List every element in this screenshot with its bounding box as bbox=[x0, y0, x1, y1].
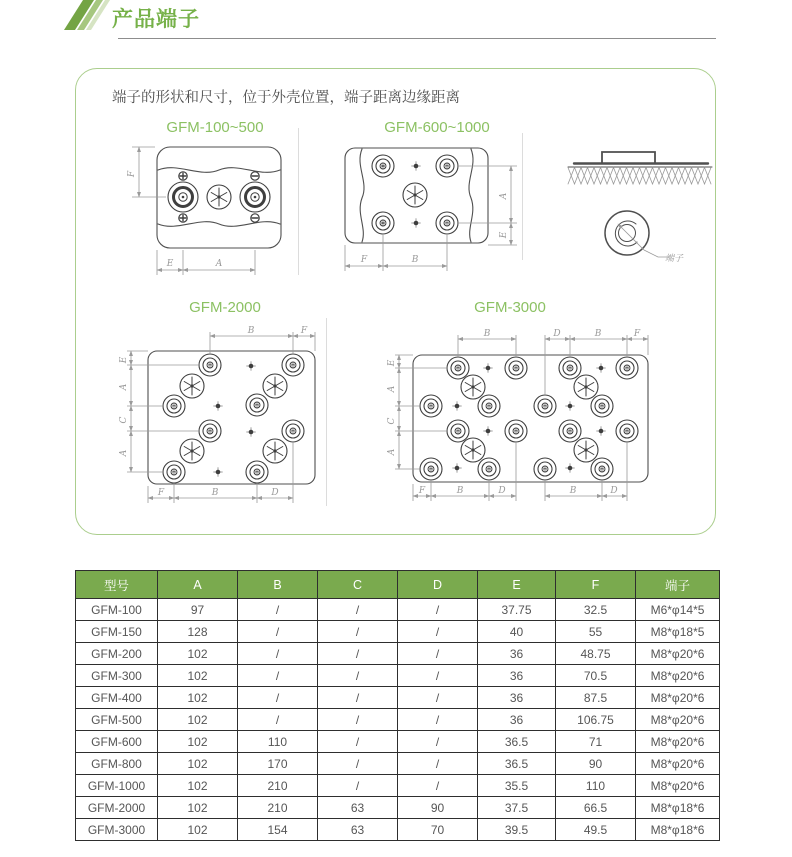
gfm-3000-diagram bbox=[387, 315, 660, 510]
value-cell: 35.5 bbox=[478, 775, 556, 797]
table-row bbox=[76, 665, 720, 687]
terminal-callout-label: 端子 bbox=[664, 254, 684, 264]
value-cell: 36 bbox=[478, 709, 556, 731]
dim-label: B bbox=[483, 329, 491, 339]
dim-label: B bbox=[569, 486, 577, 496]
value-cell: / bbox=[398, 709, 478, 731]
value-cell: 102 bbox=[158, 819, 238, 841]
column-header: 端子 bbox=[636, 571, 720, 599]
value-cell: / bbox=[318, 687, 398, 709]
value-cell: 49.5 bbox=[556, 819, 636, 841]
value-cell: 210 bbox=[238, 775, 318, 797]
column-header: B bbox=[238, 571, 318, 599]
value-cell: / bbox=[398, 687, 478, 709]
value-cell: 36 bbox=[478, 687, 556, 709]
table-row bbox=[76, 797, 720, 819]
value-cell: 37.5 bbox=[478, 797, 556, 819]
value-cell: 97 bbox=[158, 599, 238, 621]
value-cell: 110 bbox=[556, 775, 636, 797]
value-cell: 102 bbox=[158, 753, 238, 775]
spec-table-body bbox=[76, 599, 720, 841]
dim-label: A bbox=[499, 192, 509, 200]
value-cell: / bbox=[318, 665, 398, 687]
value-cell: M8*φ20*6 bbox=[636, 753, 720, 775]
value-cell: / bbox=[318, 621, 398, 643]
value-cell: / bbox=[398, 731, 478, 753]
model-cell: GFM-200 bbox=[76, 643, 158, 665]
gfm-600-1000-diagram bbox=[335, 138, 550, 290]
column-header: 型号 bbox=[76, 571, 158, 599]
value-cell: / bbox=[238, 599, 318, 621]
value-cell: 70 bbox=[398, 819, 478, 841]
model-cell: GFM-100 bbox=[76, 599, 158, 621]
value-cell: 90 bbox=[398, 797, 478, 819]
value-cell: 106.75 bbox=[556, 709, 636, 731]
column-header: F bbox=[556, 571, 636, 599]
value-cell: / bbox=[318, 709, 398, 731]
column-header: E bbox=[478, 571, 556, 599]
value-cell: 55 bbox=[556, 621, 636, 643]
value-cell: M8*φ18*6 bbox=[636, 797, 720, 819]
gfm-2000-diagram bbox=[100, 315, 345, 510]
dim-label: F bbox=[418, 486, 426, 496]
dim-label: E bbox=[119, 356, 129, 364]
dim-label: E bbox=[387, 359, 397, 367]
value-cell: 63 bbox=[318, 797, 398, 819]
value-cell: 102 bbox=[158, 643, 238, 665]
diagram-label-gfm-100-500: GFM-100~500 bbox=[166, 119, 264, 136]
dim-label: A bbox=[387, 385, 397, 393]
model-cell: GFM-800 bbox=[76, 753, 158, 775]
value-cell: 36.5 bbox=[478, 731, 556, 753]
value-cell: / bbox=[318, 643, 398, 665]
value-cell: 102 bbox=[158, 687, 238, 709]
table-row bbox=[76, 753, 720, 775]
diagram-label-gfm-2000: GFM-2000 bbox=[189, 299, 261, 316]
model-cell: GFM-300 bbox=[76, 665, 158, 687]
column-header: A bbox=[158, 571, 238, 599]
panel-intro-text: 端子的形状和尺寸，位于外壳位置，端子距离边缘距离 bbox=[112, 90, 460, 106]
dim-label: F bbox=[157, 488, 165, 498]
dim-label: F bbox=[360, 255, 368, 265]
dim-label: B bbox=[594, 329, 602, 339]
column-header: C bbox=[318, 571, 398, 599]
value-cell: / bbox=[398, 621, 478, 643]
table-row bbox=[76, 643, 720, 665]
table-row bbox=[76, 687, 720, 709]
value-cell: 70.5 bbox=[556, 665, 636, 687]
value-cell: 210 bbox=[238, 797, 318, 819]
dim-label: A bbox=[119, 383, 129, 391]
diagram-label-gfm-3000: GFM-3000 bbox=[474, 299, 546, 316]
dim-label: D bbox=[553, 329, 561, 339]
value-cell: 32.5 bbox=[556, 599, 636, 621]
logo-stripes-icon bbox=[64, 0, 110, 30]
dim-label: C bbox=[119, 416, 129, 424]
value-cell: 90 bbox=[556, 753, 636, 775]
dim-label: B bbox=[456, 486, 464, 496]
column-header: D bbox=[398, 571, 478, 599]
value-cell: 110 bbox=[238, 731, 318, 753]
value-cell: M8*φ20*6 bbox=[636, 709, 720, 731]
value-cell: 66.5 bbox=[556, 797, 636, 819]
dim-label: F bbox=[300, 326, 308, 336]
model-cell: GFM-150 bbox=[76, 621, 158, 643]
value-cell: M8*φ20*6 bbox=[636, 775, 720, 797]
value-cell: 36.5 bbox=[478, 753, 556, 775]
model-cell: GFM-2000 bbox=[76, 797, 158, 819]
title-underline bbox=[118, 38, 716, 39]
value-cell: 128 bbox=[158, 621, 238, 643]
value-cell: / bbox=[238, 621, 318, 643]
value-cell: / bbox=[318, 775, 398, 797]
dim-label: F bbox=[633, 329, 641, 339]
table-row bbox=[76, 775, 720, 797]
value-cell: M8*φ18*6 bbox=[636, 819, 720, 841]
dim-label: E bbox=[499, 231, 509, 239]
value-cell: M8*φ20*6 bbox=[636, 731, 720, 753]
table-row bbox=[76, 731, 720, 753]
value-cell: / bbox=[238, 665, 318, 687]
value-cell: 63 bbox=[318, 819, 398, 841]
table-row bbox=[76, 819, 720, 841]
value-cell: 36 bbox=[478, 643, 556, 665]
value-cell: M8*φ18*5 bbox=[636, 621, 720, 643]
value-cell: M8*φ20*6 bbox=[636, 665, 720, 687]
value-cell: / bbox=[238, 687, 318, 709]
model-cell: GFM-500 bbox=[76, 709, 158, 731]
spec-table bbox=[75, 570, 720, 841]
value-cell: / bbox=[238, 643, 318, 665]
spec-table-header-row bbox=[76, 571, 720, 599]
value-cell: 37.75 bbox=[478, 599, 556, 621]
value-cell: / bbox=[318, 599, 398, 621]
value-cell: 154 bbox=[238, 819, 318, 841]
value-cell: / bbox=[238, 709, 318, 731]
table-row bbox=[76, 621, 720, 643]
page-title: 产品端子 bbox=[112, 8, 200, 31]
dim-label: B bbox=[247, 326, 255, 336]
dim-label: F bbox=[127, 170, 137, 178]
model-cell: GFM-400 bbox=[76, 687, 158, 709]
value-cell: / bbox=[398, 643, 478, 665]
value-cell: / bbox=[398, 599, 478, 621]
value-cell: / bbox=[398, 753, 478, 775]
value-cell: 48.75 bbox=[556, 643, 636, 665]
value-cell: 102 bbox=[158, 665, 238, 687]
gfm-100-500-diagram bbox=[112, 138, 324, 288]
value-cell: 36 bbox=[478, 665, 556, 687]
dim-label: B bbox=[411, 255, 419, 265]
value-cell: 40 bbox=[478, 621, 556, 643]
value-cell: 102 bbox=[158, 731, 238, 753]
value-cell: 102 bbox=[158, 797, 238, 819]
model-cell: GFM-3000 bbox=[76, 819, 158, 841]
dim-label: D bbox=[271, 488, 279, 498]
dim-label: A bbox=[387, 448, 397, 456]
dim-label: A bbox=[215, 259, 223, 269]
dim-label: C bbox=[387, 417, 397, 425]
model-cell: GFM-600 bbox=[76, 731, 158, 753]
value-cell: 87.5 bbox=[556, 687, 636, 709]
value-cell: 102 bbox=[158, 775, 238, 797]
value-cell: / bbox=[398, 665, 478, 687]
dim-label: D bbox=[498, 486, 506, 496]
value-cell: / bbox=[318, 731, 398, 753]
value-cell: 102 bbox=[158, 709, 238, 731]
value-cell: 39.5 bbox=[478, 819, 556, 841]
model-cell: GFM-1000 bbox=[76, 775, 158, 797]
value-cell: / bbox=[318, 753, 398, 775]
table-row bbox=[76, 599, 720, 621]
terminal-side-view-diagram bbox=[560, 140, 720, 268]
value-cell: / bbox=[398, 775, 478, 797]
dim-label: B bbox=[211, 488, 219, 498]
diagram-label-gfm-600-1000: GFM-600~1000 bbox=[384, 119, 490, 136]
table-row bbox=[76, 709, 720, 731]
value-cell: M8*φ20*6 bbox=[636, 687, 720, 709]
dim-label: D bbox=[610, 486, 618, 496]
dim-label: E bbox=[166, 259, 174, 269]
value-cell: 71 bbox=[556, 731, 636, 753]
value-cell: M6*φ14*5 bbox=[636, 599, 720, 621]
value-cell: 170 bbox=[238, 753, 318, 775]
value-cell: M8*φ20*6 bbox=[636, 643, 720, 665]
dim-label: A bbox=[119, 449, 129, 457]
